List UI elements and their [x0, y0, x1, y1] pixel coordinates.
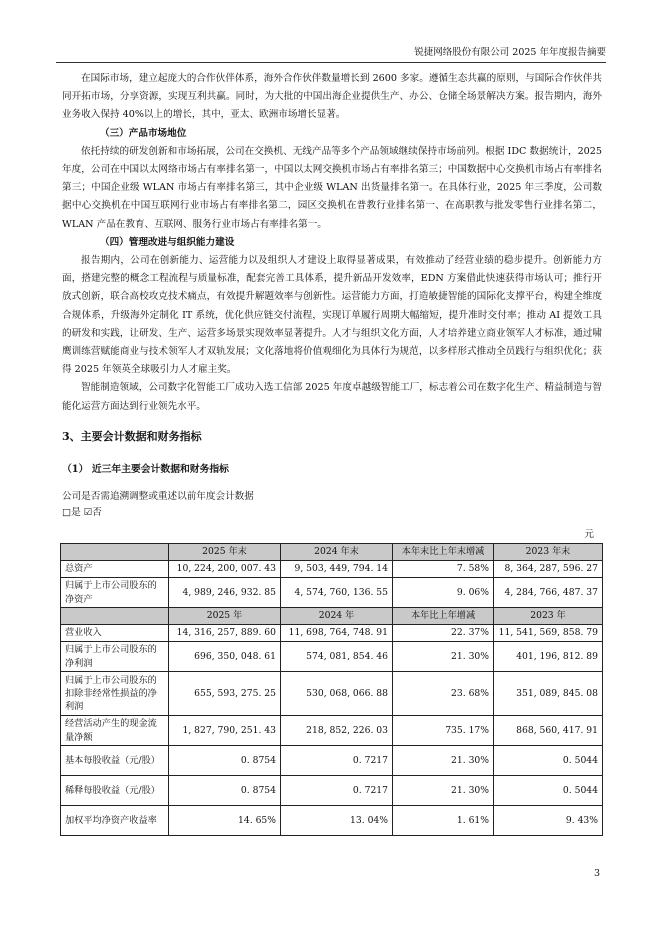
table-cell: 14. 65% — [169, 806, 281, 836]
table-cell: 13. 04% — [281, 806, 393, 836]
row-label: 总资产 — [61, 561, 169, 578]
table-row — [61, 716, 603, 746]
table-cell: 21. 30% — [393, 776, 494, 806]
table-cell: 4, 989, 246, 932. 85 — [169, 578, 281, 608]
row-label: 营业收入 — [61, 625, 169, 642]
table-cell: 0. 7217 — [281, 776, 393, 806]
table-cell: 735. 17% — [393, 716, 494, 746]
table-cell: 1. 61% — [393, 806, 494, 836]
table-row — [61, 776, 603, 806]
table-cell: 8, 364, 287, 596. 27 — [494, 561, 603, 578]
table-row — [61, 672, 603, 716]
header-divider — [56, 62, 606, 63]
smart-manufacturing-paragraph: 智能制造领域，公司数字化智能工厂成功入选工信部 2025 年度卓越级智能工厂，标志着公司在数字化生产、精益制造与智能化运营方面达到行业领先水平。 — [62, 382, 602, 412]
table-cell: 0. 5044 — [494, 776, 603, 806]
table-row — [61, 806, 603, 836]
table-cell: 9, 503, 449, 794. 14 — [281, 561, 393, 578]
table-cell: 9. 43% — [494, 806, 603, 836]
table-cell: 11, 541, 569, 858. 79 — [494, 625, 603, 642]
restatement-answer: □是 ☑否 — [62, 507, 102, 518]
table-cell: 22. 37% — [393, 625, 494, 642]
table-row — [61, 642, 603, 672]
row-label: 基本每股收益（元/股） — [61, 746, 169, 776]
table-cell: 9. 06% — [393, 578, 494, 608]
table-header-row — [61, 608, 603, 625]
table-cell: 21. 30% — [393, 642, 494, 672]
market-position-paragraph: 依托持续的研发创新和市场拓展，公司在交换机、无线产品等多个产品领域继续保持市场前列。根据 IDC 数据统计，2025 年度，公司在中国以太网络市场占有率排名第一，中国以太网交换机市场占有率排名第三；中国数据中心交换机市场占有率排名第三；中国企业级 WLAN 市场占有率排名第三，其中企业级 WLAN 出货量排名第一。在具体行业，2025 年三季度，公司数据中心交换机在中国互联网行业市场占有率排名第二，园区交换机在普教行业排名第一、在高职教与批发零售行业排名第二，WLAN 产品在教育、互联网、服务行业市场占有率排名第一。 — [62, 145, 602, 230]
table-row — [61, 578, 603, 608]
header-blank-cell — [61, 608, 169, 625]
table-row — [61, 746, 603, 776]
table-cell: 14, 316, 257, 889. 60 — [169, 625, 281, 642]
row-label: 经营活动产生的现金流量净额 — [61, 716, 169, 746]
header-blank-cell — [61, 544, 169, 561]
restatement-question: 公司是否需追溯调整或重述以前年度会计数据 — [62, 491, 254, 502]
table-row — [61, 561, 603, 578]
table-cell: 0. 8754 — [169, 776, 281, 806]
row-label: 稀释每股收益（元/股） — [61, 776, 169, 806]
table-cell: 10, 224, 200, 007. 43 — [169, 561, 281, 578]
table-cell: 574, 081, 854. 46 — [281, 642, 393, 672]
row-label: 归属于上市公司股东的扣除非经常性损益的净利润 — [61, 672, 169, 716]
market-position-heading: （三）产品市场地位 — [100, 127, 187, 139]
management-heading: （四）管理改进与组织能力建设 — [100, 236, 235, 248]
table-row — [61, 625, 603, 642]
table-cell: 0. 8754 — [169, 746, 281, 776]
section-title: 3、主要会计数据和财务指标 — [62, 430, 202, 443]
column-header: 2025 年 — [169, 608, 281, 625]
body-text — [62, 70, 602, 416]
column-header: 2023 年末 — [494, 544, 603, 561]
table-cell: 401, 196, 812. 89 — [494, 642, 603, 672]
column-header: 本年末比上年末增减 — [393, 544, 494, 561]
management-paragraph: 报告期内，公司在创新能力、运营能力以及组织人才建设上取得显著成果，有效推动了经营业绩的稳步提升。创新能力方面，搭建完整的概念工程流程与质量标准，配套完善工具体系，提升新品开发效率，EDN 方案借此快速获得市场认可；推行开放式创新，联合高校攻克技术痛点，有效提升解题效率与创新性。运营能力方面，打造敏捷智能的国际化支撑平台，构建全维度合规体系，升级海外定制化 IT 系统，优化供应链交付流程，实现订单履行周期大幅缩短，提升准时交付率；推动 AI 提效工具的研发和实践，让研发、生产、运营多场景实现效率显著提升。人才与组织文化方面，人才培养建立商业领军人才标准，通过啸鹰训练营赋能商业与技术领军人才双轨发展；文化落地将价值观细化为具体行为规范，以多样形式推动全员践行与组织优化；获得 2025 年领英全球吸引力人才雇主奖。 — [62, 255, 602, 376]
table-cell: 11, 698, 764, 748. 91 — [281, 625, 393, 642]
table-cell: 7. 58% — [393, 561, 494, 578]
currency-unit: 元 — [584, 529, 594, 540]
table-cell: 0. 7217 — [281, 746, 393, 776]
table-cell: 4, 574, 760, 136. 55 — [281, 578, 393, 608]
table-cell: 655, 593, 275. 25 — [169, 672, 281, 716]
row-label: 归属于上市公司股东的净利润 — [61, 642, 169, 672]
table-cell: 696, 350, 048. 61 — [169, 642, 281, 672]
report-header: 锐捷网络股份有限公司 2025 年年度报告摘要 — [414, 47, 606, 58]
table-cell: 1, 827, 790, 251. 43 — [169, 716, 281, 746]
column-header: 2024 年末 — [281, 544, 393, 561]
intl-market-paragraph: 在国际市场，建立起庞大的合作伙伴体系，海外合作伙伴数量增长到 2600 多家。遵循生态共赢的原则，与国际合作伙伴共同开拓市场，分享资源，实现互利共赢。同时，为大批的中国出海企业提供生产、办公、仓储全场景解决方案。报告期内，海外业务收入保持 40%以上的增长，其中，亚太、欧洲市场增长显著。 — [62, 73, 602, 121]
table-cell: 868, 560, 417. 91 — [494, 716, 603, 746]
table-cell: 4, 284, 766, 487. 37 — [494, 578, 603, 608]
table-cell: 21. 30% — [393, 746, 494, 776]
column-header: 2023 年 — [494, 608, 603, 625]
table-cell: 530, 068, 066. 88 — [281, 672, 393, 716]
subsection-title: （1） 近三年主要会计数据和财务指标 — [62, 464, 229, 475]
page-number: 3 — [593, 868, 600, 879]
table-cell: 23. 68% — [393, 672, 494, 716]
column-header: 2024 年 — [281, 608, 393, 625]
table-cell: 0. 5044 — [494, 746, 603, 776]
row-label: 归属于上市公司股东的净资产 — [61, 578, 169, 608]
column-header: 本年比上年增减 — [393, 608, 494, 625]
table-cell: 218, 852, 226. 03 — [281, 716, 393, 746]
table-header-row — [61, 544, 603, 561]
financial-data-table — [60, 543, 603, 836]
column-header: 2025 年末 — [169, 544, 281, 561]
row-label: 加权平均净资产收益率 — [61, 806, 169, 836]
table-cell: 351, 089, 845. 08 — [494, 672, 603, 716]
